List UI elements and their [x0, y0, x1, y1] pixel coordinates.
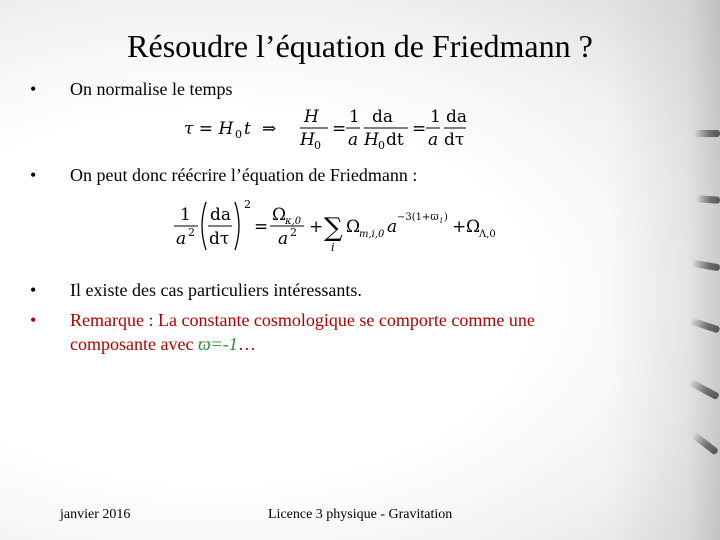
svg-text:i: i [440, 216, 443, 225]
svg-text:2: 2 [188, 226, 195, 239]
sum-symbol: ∑ [324, 213, 343, 243]
remark-line-2-suffix: … [237, 334, 256, 354]
bullet-symbol: • [30, 79, 37, 99]
svg-text:H: H [304, 107, 319, 127]
svg-text:2: 2 [244, 198, 251, 211]
svg-text:0: 0 [314, 139, 321, 152]
svg-text:Ω: Ω [272, 205, 287, 225]
svg-text:+: + [309, 217, 324, 237]
svg-text:t: t [244, 119, 251, 139]
bullet-symbol: • [30, 165, 37, 185]
bullet-text: On normalise le temps [70, 79, 233, 99]
footer-course: Licence 3 physique - Gravitation [268, 507, 453, 522]
svg-text:=: = [254, 217, 269, 237]
svg-text:=: = [332, 119, 347, 139]
bullet-remark [30, 308, 535, 356]
svg-text:0: 0 [235, 128, 242, 141]
svg-text:κ,0: κ,0 [285, 216, 302, 227]
svg-text:dτ: dτ [209, 229, 230, 249]
page-title: Résoudre l’équation de Friedmann ? [127, 28, 593, 64]
svg-text:Ω: Ω [466, 217, 481, 237]
svg-text:a: a [348, 130, 359, 150]
svg-text:a: a [428, 130, 439, 150]
svg-text:): ) [444, 212, 448, 223]
svg-text:H: H [300, 130, 315, 150]
implies-symbol: ⇒ [262, 119, 277, 139]
bullet-rewrite [30, 163, 417, 187]
remark-line-2-prefix: composante avec [70, 334, 198, 354]
svg-text:i: i [331, 241, 335, 254]
remark-line-1: Remarque : La constante cosmologique se comporte comme une [70, 310, 535, 330]
decorative-streak [694, 130, 720, 137]
svg-text:da: da [210, 205, 232, 225]
svg-text:1: 1 [180, 205, 191, 225]
eq1-lhs: τ = H [184, 119, 234, 139]
decorative-edge [610, 0, 720, 540]
bullet-text: On peut donc réécrire l’équation de Friedmann : [70, 165, 418, 185]
svg-text:da: da [372, 107, 394, 127]
bullet-text: Il existe des cas particuliers intéressants. [70, 280, 362, 300]
equation-time-normalization [182, 103, 482, 153]
bullet-symbol: • [30, 310, 37, 330]
svg-text:m,i,0: m,i,0 [359, 229, 385, 240]
svg-text:Ω: Ω [346, 217, 361, 237]
equation-friedmann [172, 196, 512, 256]
svg-text:dt: dt [386, 130, 404, 150]
svg-text:2: 2 [290, 226, 297, 239]
svg-text:dτ: dτ [444, 130, 465, 150]
svg-text:H: H [364, 130, 379, 150]
svg-text:a: a [176, 229, 187, 249]
bullet-symbol: • [30, 280, 37, 300]
svg-text:1: 1 [349, 107, 360, 127]
bullet-normalize [30, 77, 232, 101]
svg-text:−3(1+ϖ: −3(1+ϖ [397, 212, 439, 223]
remark-highlight: ϖ=-1 [197, 334, 238, 354]
bullet-special-cases [30, 278, 362, 302]
svg-text:Λ,0: Λ,0 [479, 229, 496, 240]
svg-text:1: 1 [430, 107, 441, 127]
svg-text:a: a [278, 229, 289, 249]
footer-date: janvier 2016 [60, 507, 131, 522]
svg-text:da: da [446, 107, 468, 127]
svg-text:0: 0 [378, 139, 385, 152]
svg-text:=: = [412, 119, 427, 139]
svg-text:+: + [452, 217, 467, 237]
svg-text:a: a [387, 217, 398, 237]
